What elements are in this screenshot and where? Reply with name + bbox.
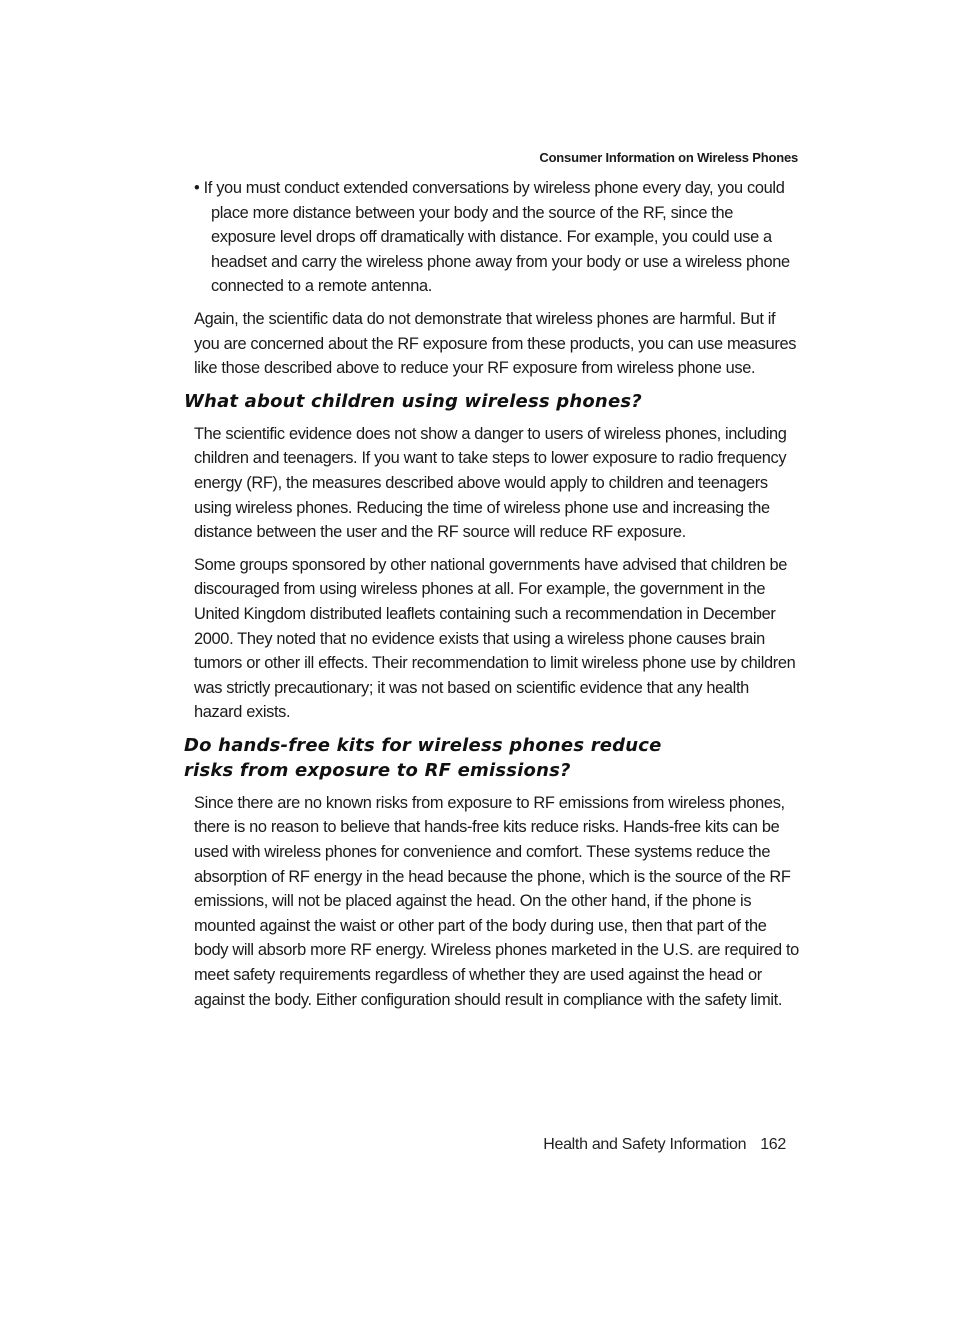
page-content — [184, 176, 800, 1020]
paragraph-again: Again, the scientific data do not demonstrate that wireless phones are harmful. But if you are concerned about the RF exposure from these products, you can use measures like those described above to reduce your RF exposure from wireless phone use. — [194, 309, 797, 378]
footer-section-title: Health and Safety Information — [543, 1136, 747, 1153]
heading-handsfree — [184, 733, 800, 783]
heading-handsfree-line1: Do hands-free kits for wireless phones reduce — [184, 734, 662, 756]
paragraph-handsfree-1: Since there are no known risks from exposure to RF emissions from wireless phones, there is no reason to believe that hands-free kits reduce risks. Hands-free kits can be used with wireless phones for convenience and comfort. These systems reduce the absorption of RF energy in the head because the phone, which is the source of the RF emissions, will not be placed against the head. On the other hand, if the phone is mounted against the waist or other part of the body during use, then that part of the body will absorb more RF energy. Wireless phones marketed in the U.S. are required to meet safety requirements regardless of whether they are used against the head or against the body. Either configuration should result in compliance with the safety limit. — [194, 793, 799, 1009]
heading-handsfree-line2: risks from exposure to RF emissions? — [184, 759, 571, 781]
heading-children-text: What about children using wireless phones? — [184, 390, 642, 412]
paragraph-children-1: The scientific evidence does not show a danger to users of wireless phones, including children and teenagers. If you want to take steps to lower exposure to radio frequency energy (RF), the measures described above would apply to children and teenagers using wireless phones. Reducing the time of wireless phone use and increasing the distance between the user and the RF source will reduce RF exposure. — [194, 424, 787, 542]
page-number: 162 — [760, 1136, 786, 1153]
page-footer — [184, 1136, 786, 1154]
heading-children — [184, 389, 800, 414]
running-head: Consumer Information on Wireless Phones — [539, 150, 798, 165]
bullet-item-distance: • If you must conduct extended conversations by wireless phone every day, you could place more distance between your body and the source of the RF, since the exposure level drops off dramatically with distance. For example, you could use a headset and carry the wireless phone away from your body or use a wireless phone connected to a remote antenna. — [194, 179, 790, 296]
paragraph-children-2: Some groups sponsored by other national governments have advised that children be discouraged from using wireless phones at all. For example, the government in the United Kingdom distributed leaflets containing such a recommendation in December 2000. They noted that no evidence exists that using a wireless phone causes brain tumors or other ill effects. Their recommendation to limit wireless phone use by children was strictly precautionary; it was not based on scientific evidence that any health hazard exists. — [194, 555, 796, 722]
